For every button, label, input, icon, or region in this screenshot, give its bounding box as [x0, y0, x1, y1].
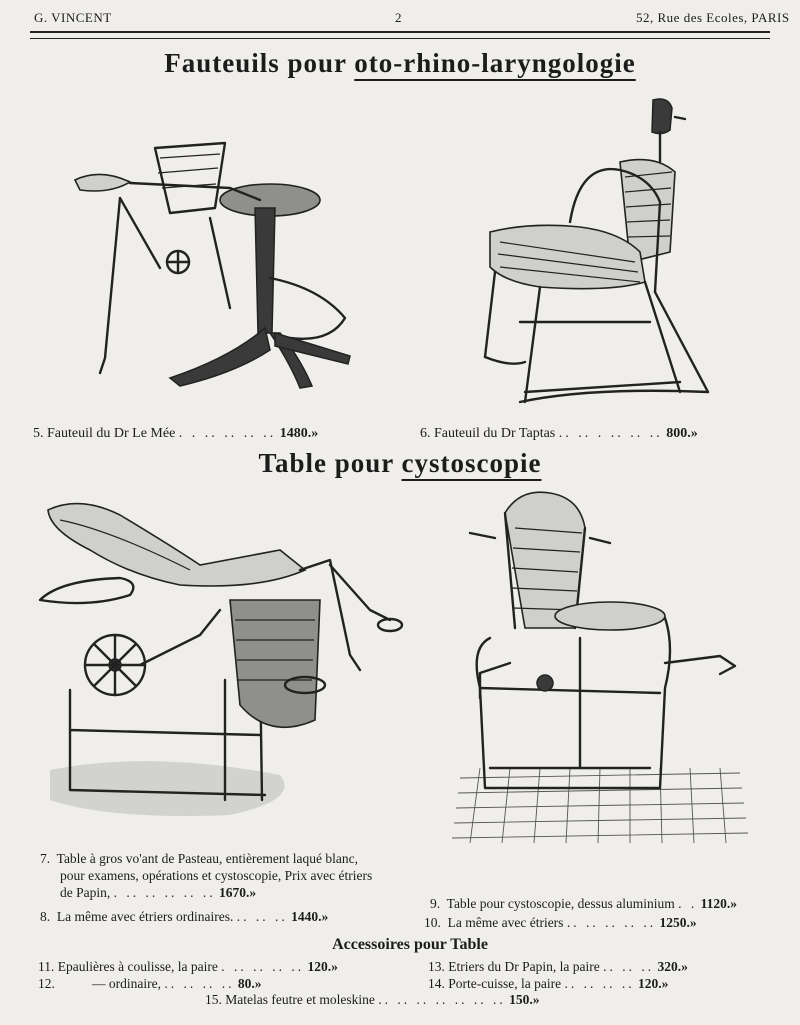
item-13: [428, 958, 688, 975]
item-11-text: Epaulières à coulisse, la paire: [57, 959, 218, 974]
item-10-price: 1250.»: [659, 915, 697, 930]
item-6-number: 6.: [420, 426, 431, 441]
item-12: [38, 975, 261, 992]
item-11: [38, 958, 338, 975]
item-13-number: 13.: [428, 959, 445, 974]
item-7-price: 1670.»: [219, 885, 257, 900]
header-left: G. VINCENT: [34, 10, 112, 25]
item-8-number: 8.: [40, 909, 51, 924]
cystoscopy-table-aluminium-illustration: [450, 488, 750, 848]
item-15-number: 15.: [205, 992, 222, 1007]
dot-leader: . .. .. .. .. ..: [113, 885, 216, 900]
item-5-text: Fauteuil du Dr Le Mée: [47, 426, 176, 441]
item-13-price: 320.»: [657, 959, 688, 974]
item-7-line-1: Table à gros vo'ant de Pasteau, entièrement laqué blanc,: [56, 851, 359, 866]
item-11-number: 11.: [38, 959, 55, 974]
item-15-price: 150.»: [509, 992, 540, 1007]
item-7-line-3: de Papin,: [60, 885, 111, 900]
item-14-text: Porte-cuisse, la paire: [448, 976, 562, 991]
item-13-text: Etriers du Dr Papin, la paire: [448, 959, 600, 974]
item-15: [205, 991, 539, 1008]
item-6: [420, 426, 698, 442]
item-14-number: 14.: [428, 976, 445, 991]
item-8-text: La même avec étriers ordinaires.: [56, 909, 234, 924]
item-12-text: — ordinaire,: [92, 976, 161, 991]
dot-leader: .. .. .. .. ..: [566, 915, 657, 930]
item-11-price: 120.»: [307, 959, 338, 974]
section-title-part1: Table pour: [258, 448, 402, 478]
ent-chair-le-mee-illustration: [60, 88, 360, 408]
dot-leader: .. .. .. ..: [164, 976, 235, 991]
cystoscopy-table-wheel-illustration: [30, 490, 410, 830]
dot-leader: .. .. ..: [603, 959, 655, 974]
item-15-text: Matelas feutre et moleskine: [225, 992, 375, 1007]
item-12-number: 12.: [38, 976, 55, 991]
dot-leader: . .: [678, 896, 698, 911]
dot-leader: .. .. .. ..: [564, 976, 635, 991]
item-9: [430, 895, 737, 912]
item-6-text: Fauteuil du Dr Taptas: [434, 426, 556, 441]
section-title-part2: cystoscopie: [401, 448, 542, 478]
page-number: 2: [395, 10, 402, 25]
section-title-part1: Fauteuils pour: [164, 48, 355, 78]
accessories-title: Accessoires pour Table: [332, 936, 488, 953]
section-title-table: [0, 448, 800, 479]
header-right: 52, Rue des Ecoles, PARIS: [636, 10, 790, 25]
item-7-line-2: pour examens, opérations et cystoscopie, Prix avec étriers: [60, 868, 373, 883]
item-14-price: 120.»: [637, 976, 669, 991]
item-12-price: 80.»: [237, 976, 262, 991]
item-7-number: 7.: [40, 851, 51, 866]
section-title-part2: oto-rhino-laryngologie: [354, 48, 636, 78]
dot-leader: .. .. .. .. .. .. ..: [378, 992, 506, 1007]
header-rule: [30, 31, 770, 39]
item-8: [40, 908, 328, 925]
ent-chair-taptas-illustration: [470, 92, 730, 422]
section-title-fauteuils: [0, 48, 800, 79]
item-9-text: Table pour cystoscopie, dessus aluminium: [446, 896, 675, 911]
item-5-price: 1480.»: [279, 426, 319, 441]
dot-leader: .. .. ..: [236, 909, 288, 924]
dot-leader: .. .. . .. .. ..: [558, 426, 663, 441]
dot-leader: . . .. .. .. ..: [178, 426, 277, 441]
item-10-text: La même avec étriers: [447, 915, 564, 930]
item-10: [424, 914, 697, 931]
item-7: [40, 850, 372, 901]
item-5-number: 5.: [33, 426, 44, 441]
dot-leader: . .. .. .. ..: [221, 959, 305, 974]
item-8-price: 1440.»: [291, 909, 329, 924]
item-10-number: 10.: [424, 915, 441, 930]
item-6-price: 800.»: [666, 426, 698, 441]
item-9-number: 9.: [430, 896, 441, 911]
item-14: [428, 975, 668, 992]
item-5: [33, 426, 318, 442]
item-9-price: 1120.»: [700, 896, 738, 911]
